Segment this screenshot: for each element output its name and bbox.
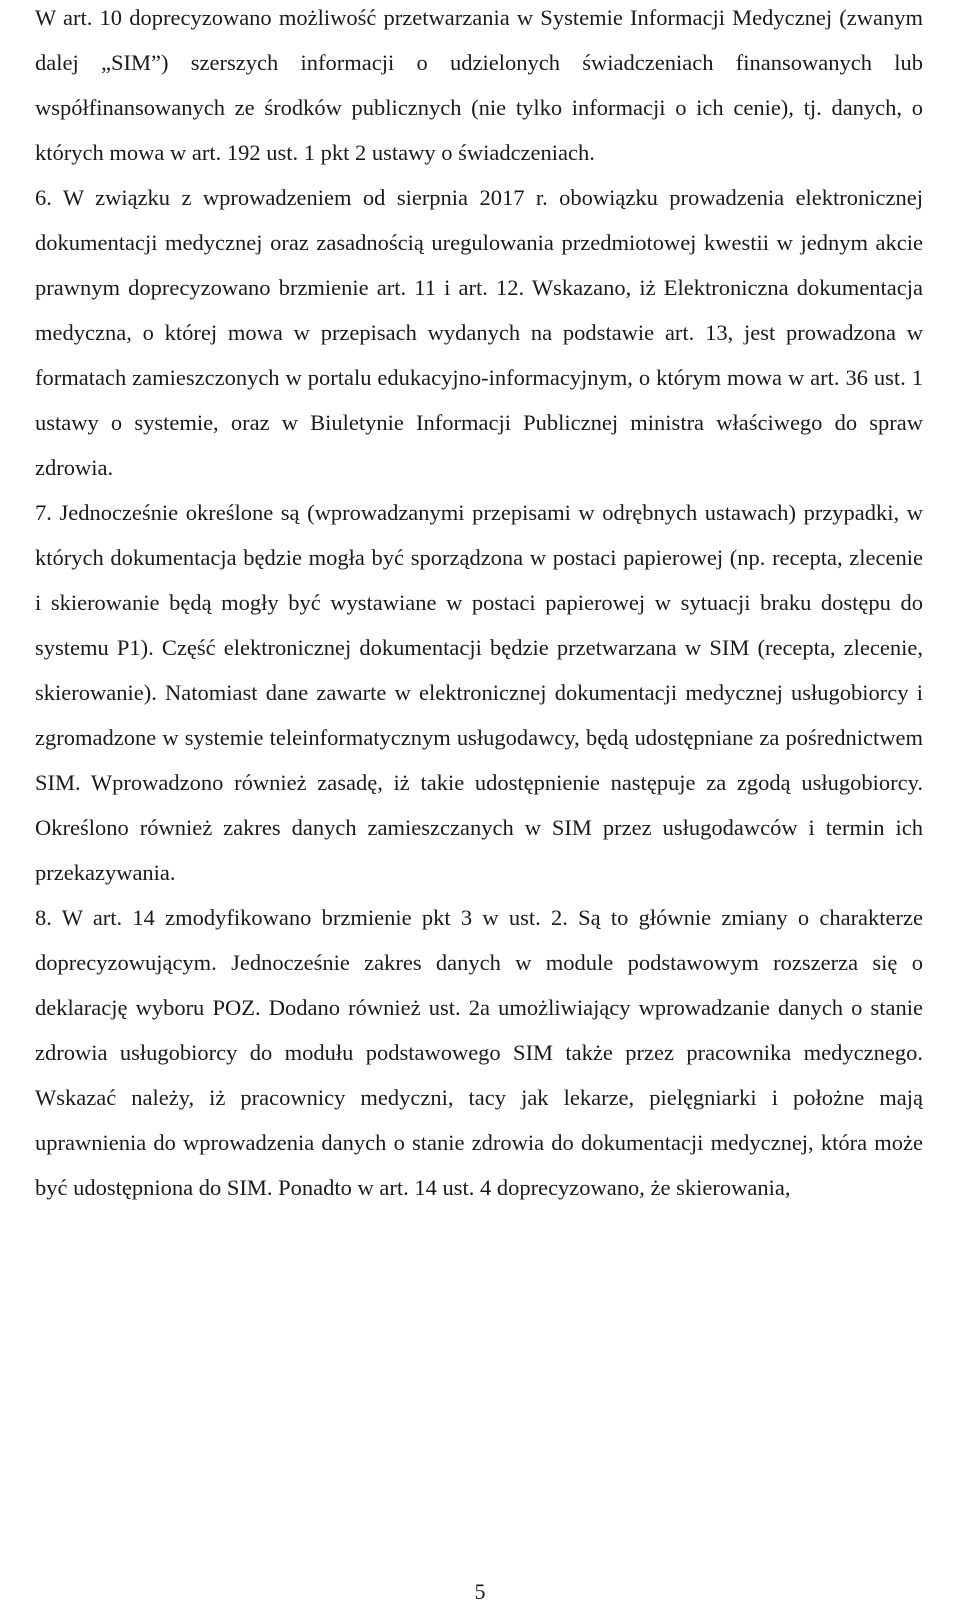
- paragraph-text: W art. 14 zmodyfikowano brzmienie pkt 3 w ust. 2. Są to głównie zmiany o charakterze doprecyzowującym. Jednocześnie zakres danych w module podstawowym rozszerza się o deklarację wyboru POZ. Dodano również ust. 2a umożliwiający wprowadzanie danych o stanie zdrowia usługobiorcy do modułu podstawowego SIM także przez pracownika medycznego. Wskazać należy, iż pracownicy medyczni, tacy jak lekarze, pielęgniarki i położne mają uprawnienia do wprowadzenia danych o stanie zdrowia do dokumentacji medycznej, która może być udostępniona do SIM. Ponadto w art. 14 ust. 4 doprecyzowano, że skierowania,: [35, 905, 924, 1200]
- paragraph-number: 8.: [35, 905, 52, 930]
- page-number: 5: [474, 1579, 486, 1604]
- paragraph-7: [35, 490, 923, 895]
- paragraph-intro: [35, 0, 923, 175]
- paragraph-text: W art. 10 doprecyzowano możliwość przetwarzania w Systemie Informacji Medycznej (zwanym dalej „SIM”) szerszych informacji o udzielonych świadczeniach finansowanych lub współfinansowanych ze środków publicznych (nie tylko informacji o ich cenie), tj. danych, o których mowa w art. 192 ust. 1 pkt 2 ustawy o świadczeniach.: [35, 5, 923, 165]
- paragraph-6: [35, 175, 923, 490]
- paragraph-text: Jednocześnie określone są (wprowadzanymi przepisami w odrębnych ustawach) przypadki, w których dokumentacja będzie mogła być sporządzona w postaci papierowej (np. recepta, zlecenie i skierowanie będą mogły być wystawiane w postaci papierowej w sytuacji braku dostępu do systemu P1). Część elektronicznej dokumentacji będzie przetwarzana w SIM (recepta, zlecenie, skierowanie). Natomiast dane zawarte w elektronicznej dokumentacji medycznej usługobiorcy i zgromadzone w systemie teleinformatycznym usługodawcy, będą udostępniane za pośrednictwem SIM. Wprowadzono również zasadę, iż takie udostępnienie następuje za zgodą usługobiorcy. Określono również zakres danych zamieszczanych w SIM przez usługodawców i termin ich przekazywania.: [35, 500, 923, 885]
- paragraph-8: [35, 895, 923, 1210]
- paragraph-number: 7.: [35, 500, 52, 525]
- paragraph-text: W związku z wprowadzeniem od sierpnia 2017 r. obowiązku prowadzenia elektronicznej dokumentacji medycznej oraz zasadnością uregulowania przedmiotowej kwestii w jednym akcie prawnym doprecyzowano brzmienie art. 11 i art. 12. Wskazano, iż Elektroniczna dokumentacja medyczna, o której mowa w przepisach wydanych na podstawie art. 13, jest prowadzona w formatach zamieszczonych w portalu edukacyjno-informacyjnym, o którym mowa w art. 36 ust. 1 ustawy o systemie, oraz w Biuletynie Informacji Publicznej ministra właściwego do spraw zdrowia.: [35, 185, 923, 480]
- document-body: [35, 0, 923, 1210]
- paragraph-number: 6.: [35, 185, 52, 210]
